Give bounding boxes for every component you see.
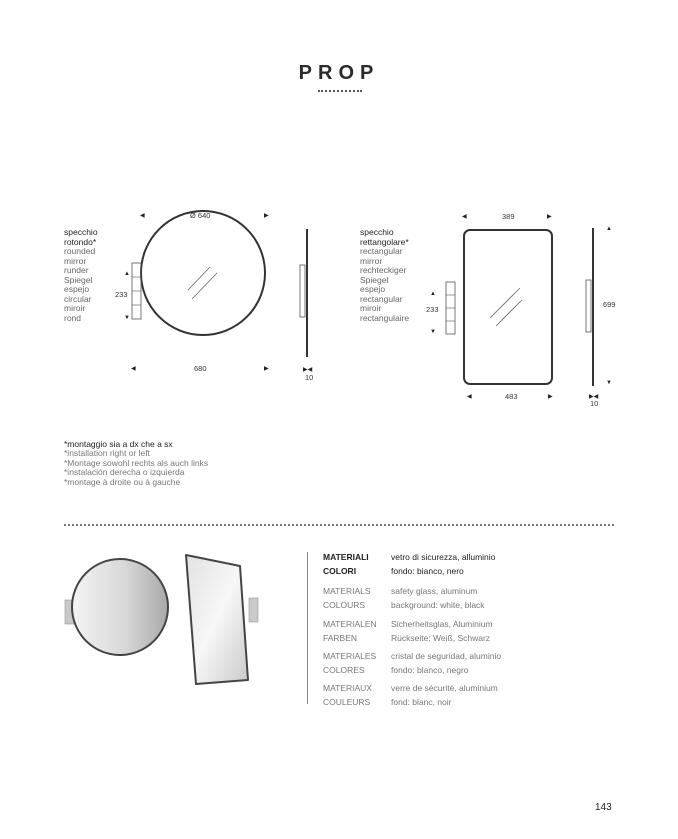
dim-arrow-pair: ▶◀ [303,367,313,373]
note-de: *Montage sowohl rechts als auch links [64,457,209,468]
colours-key: COULEURS [323,697,371,707]
round-mirror-drawing [110,205,330,385]
dim-arrow-left: ◀ [131,366,136,372]
round-bracket-dim: 233 [115,290,128,299]
materials-key: MATERIALEN [323,619,377,629]
dim-arrow-down: ▼ [606,380,612,386]
round-depth-label: 10 [305,373,314,382]
round-label-es-1: espejo [64,284,90,294]
dim-arrow-pair: ▶◀ [589,394,599,400]
colours-key: COLORI [323,566,357,576]
materials-key: MATERIALI [323,552,369,562]
round-label-it-2: rotondo* [64,236,97,247]
colours-value: fondo: blanco, negro [391,665,469,675]
note-fr: *montage à droite ou à gauche [64,476,181,487]
dim-arrow-down: ▼ [430,329,436,335]
rect-label-de-1: rechteckiger [360,265,407,275]
materials-row-fr [323,682,583,696]
round-label-en-1: rounded [64,246,96,256]
colours-row-en [323,599,583,613]
note-it: *montaggio sia a dx che a sx [64,439,173,449]
round-label-en-2: mirror [64,255,87,266]
rect-label-en-1: rectangular [360,246,403,256]
dim-arrow-right: ▶ [548,394,553,400]
glass-reflection-line [490,288,520,318]
page-title: PROP [298,62,380,84]
rect-label-it-1: specchio [360,227,394,237]
round-label-de-1: runder [64,265,89,275]
product-photo [60,548,275,693]
section-separator [64,524,614,526]
materials-value: cristal de seguridad, aluminio [391,651,502,661]
colours-value: fond: blanc, noir [391,697,452,707]
materials-row-de [323,618,583,632]
colours-row-es [323,664,583,678]
materials-key: MATERIALES [323,651,377,661]
round-label-fr-1: miroir [64,303,86,313]
glass-reflection-line [188,267,210,290]
dim-arrow-left: ◀ [467,394,472,400]
dim-arrow-up: ▲ [606,226,612,232]
materials-row-en [323,585,583,599]
rect-mirror-outline [464,230,552,384]
rect-depth-label: 10 [590,399,599,408]
dim-arrow-left: ◀ [140,213,145,219]
rect-bracket-dim: 233 [426,305,439,314]
colours-value: background: white, black [391,600,485,610]
colours-value: Rückseite: Weiß, Schwarz [391,633,491,643]
materials-row-it [323,551,583,565]
note-es: *instalación derecha o izquierda [64,467,185,478]
rect-label-it-2: rettangolare* [360,236,409,247]
round-width-label: 680 [194,364,207,373]
rect-label-es-2: rectangular [360,293,403,304]
rect-top-width-label: 389 [502,212,515,221]
dim-arrow-left: ◀ [462,214,467,220]
materials-value: verre de sécurité, aluminium [391,683,498,693]
materials-key: MATERIAUX [323,683,372,693]
dim-arrow-down: ▼ [124,315,130,321]
photo-rect-mirror [186,555,248,684]
rect-label-es-1: espejo [360,284,386,294]
round-mirror-outline [141,211,265,335]
round-label-fr-2: rond [64,312,82,323]
installation-notes [64,440,208,487]
dim-arrow-up: ▲ [430,291,436,297]
round-label-it-1: specchio [64,227,98,237]
materials-value: vetro di sicurezza, alluminio [391,552,496,562]
note-en: *installation right or left [64,448,150,459]
round-label-de-2: Spiegel [64,274,93,285]
photo-rect-bracket [249,598,258,622]
materials-key: MATERIALS [323,586,371,596]
glass-reflection-line [192,273,217,299]
rect-label-de-2: Spiegel [360,274,389,285]
colours-value: fondo: bianco, nero [391,566,464,576]
rect-label-fr-2: rectangulaire [360,312,410,323]
page-number: 143 [595,802,612,813]
colours-key: FARBEN [323,633,358,643]
side-bracket [300,265,305,317]
materials-divider [307,552,308,704]
materials-value: Sicherheitsglas, Aluminium [391,619,493,629]
colours-row-fr [323,696,583,710]
colours-key: COLORES [323,665,365,675]
photo-round-mirror [72,559,168,655]
colours-key: COLOURS [323,600,366,610]
round-mirror-labels [64,228,98,323]
rect-height-label: 699 [603,300,616,309]
materials-row-es [323,650,583,664]
glass-reflection-line [496,300,522,326]
rect-bottom-width-label: 483 [505,392,518,401]
title-underline-dots [318,90,362,92]
round-diameter-label: Ø 640 [190,211,211,220]
dim-arrow-right: ▶ [547,214,552,220]
dim-arrow-right: ▶ [264,213,269,219]
dim-arrow-right: ▶ [264,366,269,372]
colours-row-it [323,565,583,579]
rect-label-fr-1: miroir [360,303,382,313]
side-bracket [586,280,591,332]
round-label-es-2: circular [64,293,92,304]
colours-row-de [323,632,583,646]
dim-arrow-up: ▲ [124,271,130,277]
rect-label-en-2: mirror [360,255,383,266]
materials-value: safety glass, aluminum [391,586,478,596]
rect-mirror-labels [360,228,409,323]
rect-mirror-drawing [440,220,620,400]
